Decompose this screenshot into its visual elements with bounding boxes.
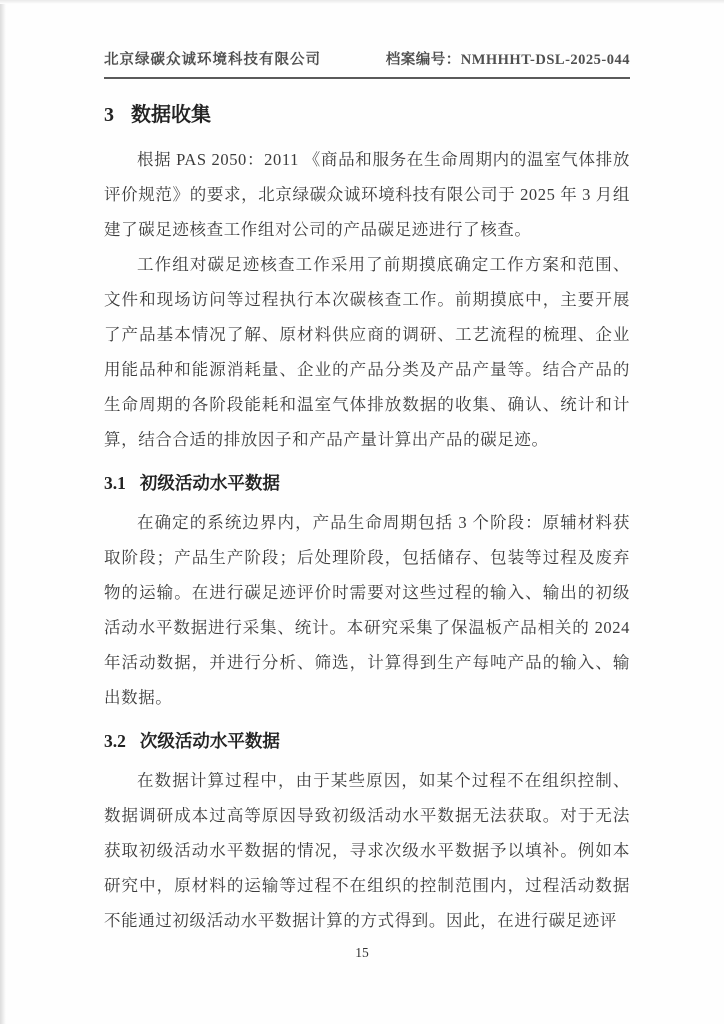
scan-edge-top bbox=[0, 0, 724, 4]
section-heading-3-2 bbox=[104, 728, 630, 754]
archive-number-value: NMHHHT-DSL-2025-044 bbox=[460, 52, 630, 68]
document-body bbox=[104, 90, 630, 938]
section-title: 次级活动水平数据 bbox=[139, 731, 280, 751]
header-company-name: 北京绿碳众诚环境科技有限公司 bbox=[104, 52, 321, 68]
scan-edge-left bbox=[0, 0, 6, 1024]
paragraph-3-2: 工作组对碳足迹核查工作采用了前期摸底确定工作方案和范围、文件和现场访问等过程执行本次碳核查工作。前期摸底中，主要开展了产品基本情况了解、原材料供应商的调研、工艺流程的梳理、企业用能品种和能源消耗量、企业的产品分类及产品产量等。结合产品的生命周期的各阶段能耗和温室气体排放数据的收集、确认、统计和计算，结合合适的排放因子和产品产量计算出产品的碳足迹。 bbox=[104, 255, 630, 449]
section-heading-3 bbox=[104, 102, 630, 128]
section-number: 3.2 bbox=[104, 731, 126, 751]
page-number: 15 bbox=[355, 945, 369, 960]
page-footer bbox=[0, 945, 724, 961]
header-archive-number bbox=[386, 48, 630, 69]
paragraph-3-1: 根据 PAS 2050：2011 《商品和服务在生命周期内的温室气体排放评价规范》的要求，北京绿碳众诚环境科技有限公司于 2025 年 3 月组建了碳足迹核查工作组对公司的产品碳足迹进行了核查。 bbox=[104, 150, 630, 239]
section-title: 数据收集 bbox=[131, 104, 211, 126]
paragraph-3-2-1: 在数据计算过程中，由于某些原因，如某个过程不在组织控制、数据调研成本过高等原因导致初级活动水平数据无法获取。对于无法获取初级活动水平数据的情况，寻求次级水平数据予以填补。例如本研究中，原材料的运输等过程不在组织的控制范围内，过程活动数据不能通过初级活动水平数据计算的方式得到。因此，在进行碳足迹评 bbox=[104, 771, 630, 930]
section-heading-3-1 bbox=[104, 470, 630, 496]
paragraph-3-1-1: 在确定的系统边界内，产品生命周期包括 3 个阶段：原辅材料获取阶段；产品生产阶段；后处理阶段，包括储存、包装等过程及废弃物的运输。在进行碳足迹评价时需要对这些过程的输入、输出的初级活动水平数据进行采集、统计。本研究采集了保温板产品相关的 2024 年活动数据，并进行分析、筛选，计算得到生产每吨产品的输入、输出数据。 bbox=[104, 513, 630, 707]
section-title: 初级活动水平数据 bbox=[139, 473, 280, 493]
archive-number-label: 档案编号： bbox=[385, 52, 461, 68]
section-number: 3 bbox=[104, 104, 114, 126]
page-header bbox=[104, 48, 630, 79]
section-number: 3.1 bbox=[104, 473, 126, 493]
